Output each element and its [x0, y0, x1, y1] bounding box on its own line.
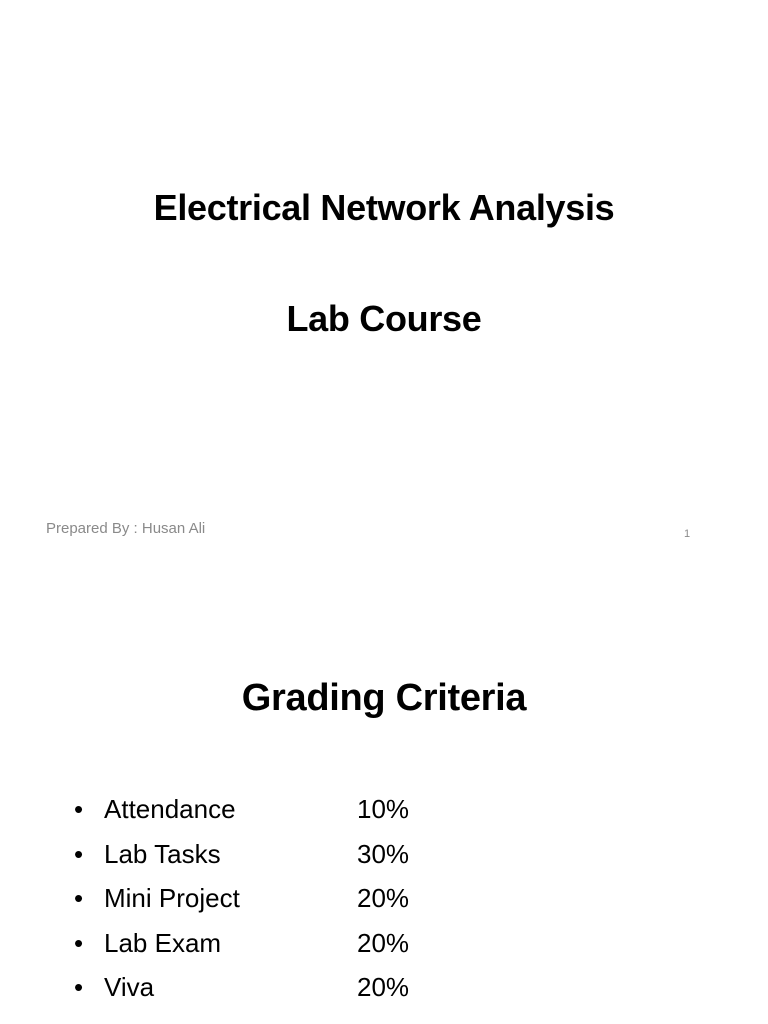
criteria-label: Attendance [104, 794, 236, 824]
criteria-weight: 20% [357, 927, 410, 958]
page-number: 1 [684, 528, 691, 540]
criteria-label: Viva [104, 972, 155, 1003]
slide-title: Electrical Network Analysis [153, 187, 615, 228]
criteria-label: Lab Tasks [104, 838, 221, 869]
criteria-weight: 10% [357, 794, 410, 824]
criteria-weight: 20% [357, 972, 410, 1003]
grading-title: Grading Criteria [241, 677, 527, 719]
criteria-label: Lab Exam [104, 927, 222, 958]
bullet-icon: • [74, 972, 84, 1003]
bullet-icon: • [74, 883, 84, 914]
criteria-label: Mini Project [104, 883, 240, 914]
bullet-icon: • [74, 838, 84, 869]
grading-slide [0, 576, 768, 1024]
footer-author: Prepared By : Husan Ali [46, 520, 206, 537]
bullet-icon: • [74, 794, 84, 824]
slide-subtitle: Lab Course [286, 298, 482, 339]
criteria-weight: 20% [357, 883, 410, 914]
criteria-weight: 30% [357, 838, 410, 869]
bullet-icon: • [74, 927, 84, 958]
